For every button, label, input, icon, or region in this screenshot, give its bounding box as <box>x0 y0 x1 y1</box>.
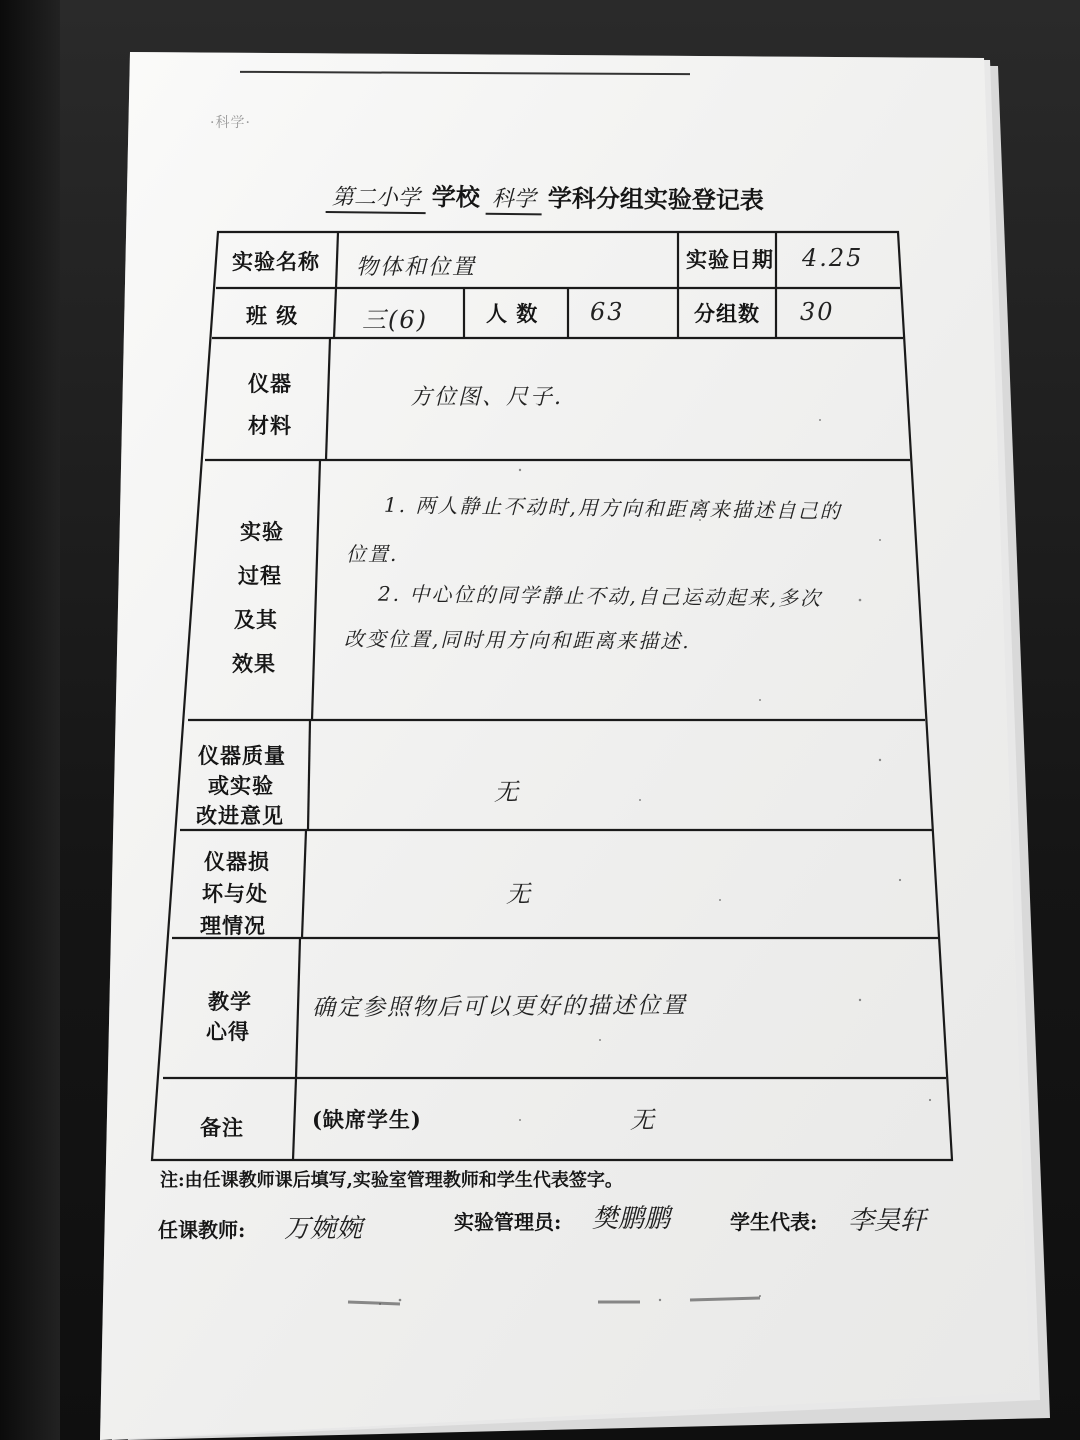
faint-stamp-text: ·科学· <box>210 115 251 131</box>
teaching-value: 确定参照物后可以更好的描述位置 <box>311 992 688 1022</box>
teaching-label-1: 教学 <box>208 989 252 1014</box>
title-school-suffix: 学校 <box>431 182 480 212</box>
student-rep-label: 学生代表: <box>730 1210 818 1234</box>
exp-date-value: 4.25 <box>802 244 864 272</box>
materials-label-1: 仪器 <box>248 371 292 396</box>
lab-admin-label: 实验管理员: <box>454 1210 562 1234</box>
quality-label-3: 改进意见 <box>196 803 284 828</box>
exp-name-label: 实验名称 <box>232 249 320 274</box>
remarks-value: 无 <box>630 1106 656 1134</box>
class-label: 班 级 <box>246 303 299 328</box>
process-line-2: 位置. <box>346 542 399 566</box>
damage-label-2: 坏与处 <box>202 881 268 906</box>
process-line-4: 改变位置,同时用方向和距离来描述. <box>343 626 691 654</box>
damage-label-1: 仪器损 <box>204 849 270 874</box>
title-suffix: 学科分组实验登记表 <box>547 183 764 215</box>
damage-value: 无 <box>506 880 532 908</box>
materials-value: 方位图、尺子. <box>410 385 563 410</box>
groups-label: 分组数 <box>694 301 760 326</box>
process-line-3: 2. 中心位的同学静止不动,自己运动起来,多次 <box>377 581 823 611</box>
process-label-2: 过程 <box>238 563 282 588</box>
footer-note: 注:由任课教师课后填写,实验室管理教师和学生代表签字。 <box>160 1170 623 1191</box>
count-value: 63 <box>590 298 625 326</box>
student-rep-signature: 李昊轩 <box>848 1206 927 1236</box>
teacher-label: 任课教师: <box>158 1218 246 1242</box>
process-label-3: 及其 <box>234 607 278 632</box>
count-label: 人 数 <box>486 301 539 326</box>
quality-value: 无 <box>494 778 520 806</box>
exp-date-label: 实验日期 <box>686 247 774 272</box>
process-label-1: 实验 <box>240 519 284 544</box>
class-value: 三(6) <box>362 306 428 334</box>
subject-handwritten: 科学 <box>486 182 542 216</box>
school-name-handwritten: 第二小学 <box>326 180 426 214</box>
exp-name-value: 物体和位置 <box>356 255 477 280</box>
remarks-label: 备注 <box>200 1115 244 1140</box>
lab-admin-signature: 樊鹏鹏 <box>592 1204 671 1234</box>
quality-label-1: 仪器质量 <box>198 743 286 768</box>
groups-value: 30 <box>800 298 835 326</box>
remarks-absent-label: (缺席学生) <box>312 1107 422 1132</box>
teacher-signature: 万婉婉 <box>284 1214 363 1244</box>
materials-label-2: 材料 <box>248 413 292 438</box>
teaching-label-2: 心得 <box>206 1019 250 1044</box>
process-line-1: 1. 两人静止不动时,用方向和距离来描述自己的 <box>383 492 842 524</box>
process-label-4: 效果 <box>232 651 276 676</box>
quality-label-2: 或实验 <box>208 773 274 798</box>
damage-label-3: 理情况 <box>200 913 266 938</box>
